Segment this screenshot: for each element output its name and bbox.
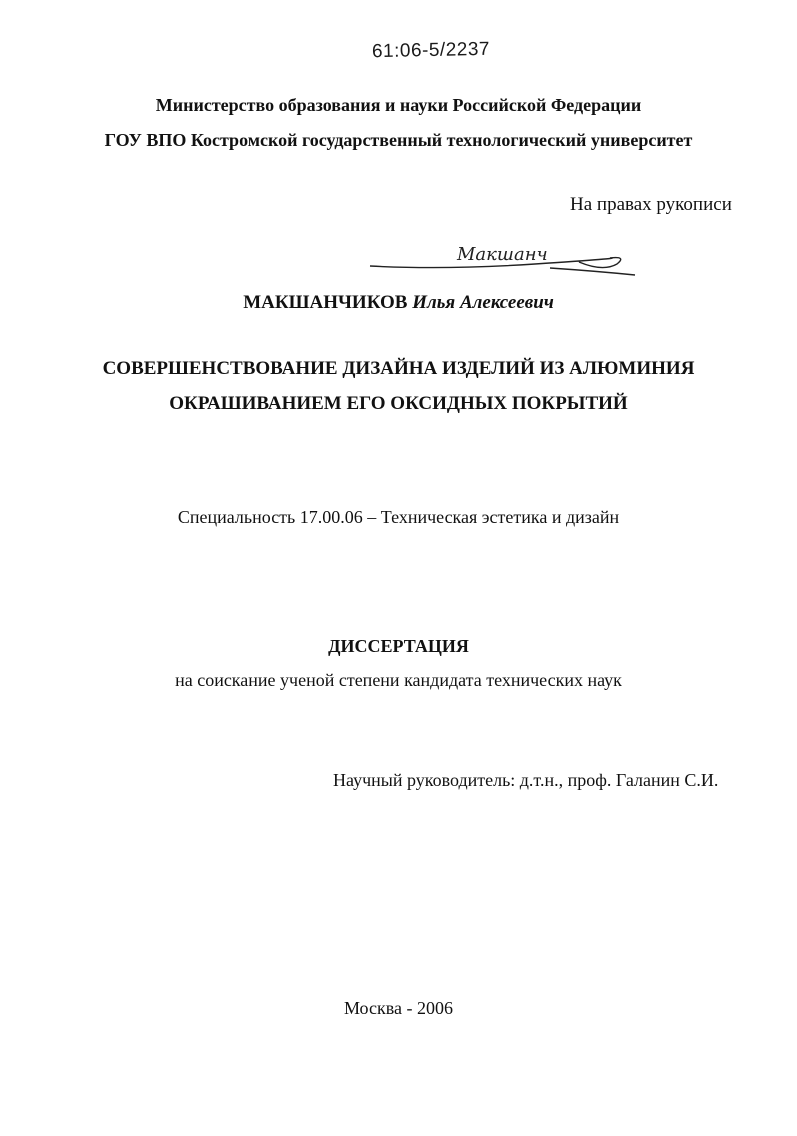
specialty: Специальность 17.00.06 – Техническая эстетика и дизайн	[177, 507, 620, 527]
signature-script: Макшанч	[457, 244, 548, 265]
ministry-heading: Министерство образования и науки Российской Федерации	[155, 95, 642, 115]
university-heading: ГОУ ВПО Костромской государственный технологический университет	[104, 130, 693, 150]
author-given-names: Илья Алексеевич	[412, 292, 554, 313]
supervisor: Научный руководитель: д.т.н., проф. Галанин С.И.	[333, 770, 719, 790]
archive-code: 61:06-5/2237	[371, 38, 491, 63]
author-line	[0, 292, 797, 314]
place-year: Москва - 2006	[344, 998, 453, 1018]
dissertation-title-line-2: ОКРАШИВАНИЕМ ЕГО ОКСИДНЫХ ПОКРЫТИЙ	[169, 393, 628, 414]
manuscript-note: На правах рукописи	[570, 194, 732, 215]
author-surname: МАКШАНЧИКОВ	[243, 292, 408, 313]
dissertation-title-line-1: СОВЕРШЕНСТВОВАНИЕ ДИЗАЙНА ИЗДЕЛИЙ ИЗ АЛЮМИНИЯ	[102, 358, 695, 379]
degree-line: на соискание ученой степени кандидата технических наук	[175, 670, 622, 690]
handwritten-signature	[365, 234, 640, 284]
document-type: ДИССЕРТАЦИЯ	[328, 636, 469, 656]
